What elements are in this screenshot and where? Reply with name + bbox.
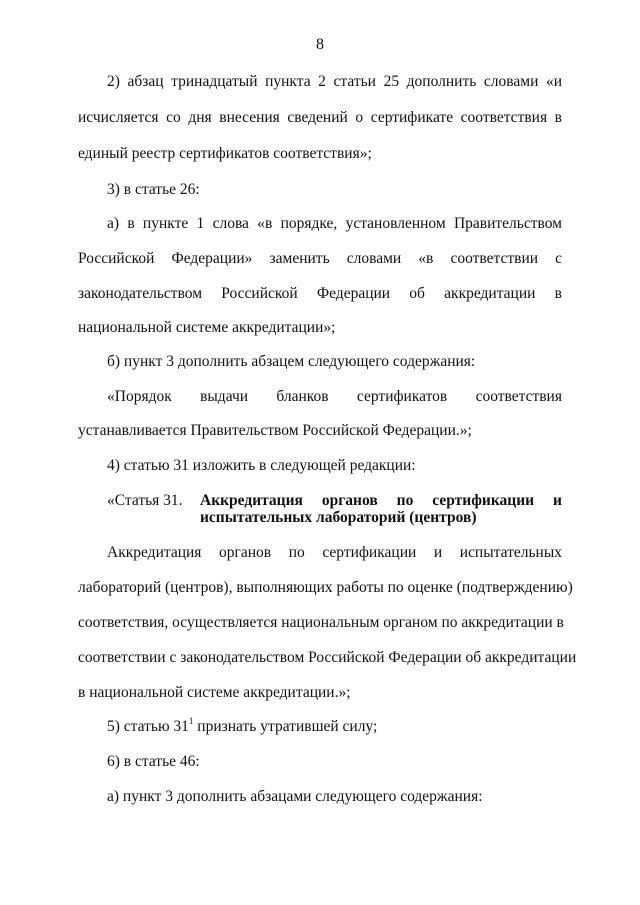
paragraph-line: исчисляется со дня внесения сведений о сертификате соответствия в	[78, 109, 562, 126]
paragraph-line: 6) в статье 46:	[107, 753, 200, 770]
paragraph-line: б) пункт 3 дополнить абзацем следующего содержания:	[107, 353, 476, 370]
paragraph-line: соответствии с законодательством Российской Федерации об аккредитации	[78, 649, 577, 666]
paragraph-line: а) пункт 3 дополнить абзацами следующего содержания:	[107, 788, 483, 805]
paragraph-line: лабораторий (центров), выполняющих работы по оценке (подтверждению)	[78, 579, 573, 596]
paragraph-line: соответствия, осуществляется национальным органом по аккредитации в	[78, 614, 564, 631]
superscript: 1	[188, 716, 194, 726]
paragraph-line: «Порядок выдачи бланков сертификатов соответствия	[107, 388, 562, 405]
paragraph-line: а) в пункте 1 слова «в порядке, установленном Правительством	[107, 215, 562, 232]
paragraph-line: единый реестр сертификатов соответствия»;	[78, 145, 372, 162]
paragraph-line	[107, 717, 562, 737]
paragraph-line: законодательством Российской Федерации об аккредитации в	[78, 285, 562, 302]
paragraph-line: в национальной системе аккредитации.»;	[78, 684, 351, 701]
paragraph-line: 4) статью 31 изложить в следующей редакции:	[107, 457, 416, 474]
paragraph-line: 3) в статье 26:	[107, 181, 200, 198]
paragraph-line: устанавливается Правительством Российской Федерации.»;	[78, 422, 472, 439]
article-label: «Статья 31.	[107, 492, 183, 509]
paragraph-line: Российской Федерации» заменить словами «в соответствии с	[78, 250, 562, 267]
page-number: 8	[316, 36, 324, 53]
text-run: 5) статью 31	[107, 718, 189, 735]
paragraph-line: национальной системе аккредитации»;	[78, 319, 336, 336]
article-title-line: Аккредитация органов по сертификации и	[200, 492, 562, 509]
article-title-line: испытательных лабораторий (центров)	[200, 509, 477, 526]
paragraph-line: 2) абзац тринадцатый пункта 2 статьи 25 дополнить словами «и	[107, 73, 562, 90]
article-title	[200, 492, 562, 526]
paragraph-line: Аккредитация органов по сертификации и испытательных	[107, 544, 562, 561]
text-run: признать утратившей силу;	[193, 718, 378, 735]
